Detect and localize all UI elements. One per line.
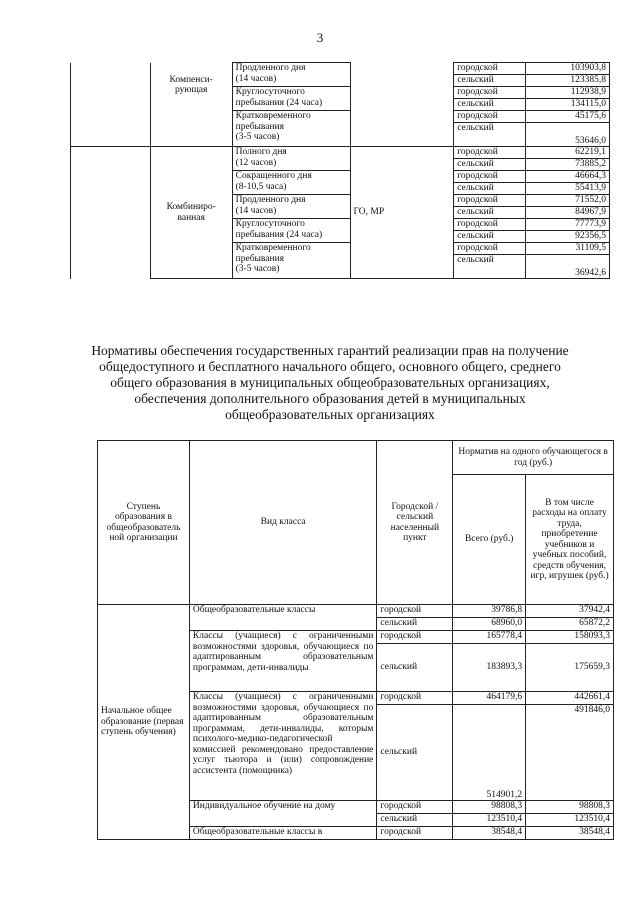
total-value: 98808,3: [453, 801, 526, 814]
locality: сельский: [454, 207, 526, 219]
locality: городской: [454, 219, 526, 231]
norm-value: 36942,6: [526, 255, 610, 279]
norm-value: 62219,1: [526, 147, 610, 159]
norm-value: 73885,2: [526, 159, 610, 171]
level-cell: [71, 63, 151, 147]
incl-value: 175659,3: [526, 644, 614, 692]
incl-value: 98808,3: [526, 801, 614, 814]
norm-value: 92356,5: [526, 231, 610, 243]
locality: сельский: [377, 618, 453, 631]
mode-label: Сокращенного дня (8-10,5 часа): [235, 171, 312, 192]
class-type-cell: Общеобразовательные классы: [189, 605, 376, 631]
locality: городской: [454, 171, 526, 183]
category-combined: Комбиниро- ванная: [166, 202, 216, 223]
norm-value: 112938,9: [526, 87, 610, 99]
mode-cell: [232, 171, 350, 195]
section-heading: Нормативы обеспечения государственных гарантий реализации прав на получение общедоступного и бесплатного начального общего, основного общего, среднего общего образования в муниципальных общеобразовательных организациях, обеспечения дополнительного образования детей в муниципальных общеобразовательных организациях: [91, 343, 569, 422]
incl-value: 491846,0: [526, 705, 614, 801]
territory-label: ГО, МР: [353, 207, 385, 218]
class-type-cell: Общеобразовательные классы в: [189, 827, 376, 840]
level-cell: [71, 147, 151, 279]
locality: городской: [454, 147, 526, 159]
header-class-type: Вид класса: [189, 441, 376, 605]
preschool-norms-table: [70, 62, 610, 279]
mode-cell: [232, 87, 350, 111]
locality: городской: [454, 195, 526, 207]
norm-value: 77773,9: [526, 219, 610, 231]
header-total: Всего (руб.): [453, 475, 526, 605]
total-value: 514901,2: [453, 705, 526, 801]
locality: городской: [377, 827, 453, 840]
mode-label: Кратковременного пребывания (3-5 часов): [235, 243, 311, 274]
locality: городской: [454, 87, 526, 99]
locality: городской: [377, 801, 453, 814]
incl-value: 123510,4: [526, 814, 614, 827]
total-value: 183893,3: [453, 644, 526, 692]
incl-value: 65872,2: [526, 618, 614, 631]
territory-cell: [350, 63, 454, 147]
total-value: 123510,4: [453, 814, 526, 827]
norm-value: 123385,8: [526, 75, 610, 87]
class-type-cell: Классы (учащиеся) с ограниченными возможностями здоровья, обучающиеся по адаптированным образовательным программам, дети-инвалиды, которым психолого-медико-педагогической комиссией рекомендовано предоставление услуг тьютора и (или) сопровождение ассистента (помощника): [189, 692, 376, 801]
locality: сельский: [377, 644, 453, 692]
class-type-cell: Индивидуальное обучение на дому: [189, 801, 376, 827]
locality: сельский: [454, 183, 526, 195]
header-incl: В том числе расходы на оплату труда, приобретение учебников и учебных пособий, средств обучения, игр, игрушек (руб.): [526, 475, 614, 605]
incl-value: 37942,4: [526, 605, 614, 618]
locality: сельский: [454, 159, 526, 171]
locality: городской: [377, 605, 453, 618]
incl-value: 442661,4: [526, 692, 614, 705]
mode-label: Круглосуточного пребывания (24 часа): [235, 219, 323, 240]
category-cell: [150, 147, 232, 279]
total-value: 165778,4: [453, 631, 526, 644]
mode-label: Круглосуточного пребывания (24 часа): [235, 87, 323, 108]
mode-label: Полного дня (12 часов): [235, 147, 287, 168]
locality: городской: [377, 692, 453, 705]
locality: сельский: [377, 814, 453, 827]
locality: городской: [454, 63, 526, 75]
locality: городской: [377, 631, 453, 644]
level-primary: Начальное общее образование (первая ступень обучения): [98, 605, 190, 840]
page-number: 3: [316, 30, 324, 45]
territory-cell: [350, 147, 454, 279]
header-locality: Городской / сельский населенный пункт: [377, 441, 453, 605]
mode-cell: [232, 63, 350, 87]
mode-label: Продленного дня (14 часов): [235, 195, 306, 216]
mode-cell: [232, 195, 350, 219]
total-value: 38548,4: [453, 827, 526, 840]
locality: городской: [454, 243, 526, 255]
locality: сельский: [454, 75, 526, 87]
total-value: 68960,0: [453, 618, 526, 631]
general-education-norms-table: [97, 440, 614, 840]
norm-value: 103903,8: [526, 63, 610, 75]
mode-cell: [232, 219, 350, 243]
norm-value: 46664,3: [526, 171, 610, 183]
locality: сельский: [454, 255, 526, 279]
norm-value: 45175,6: [526, 111, 610, 123]
locality: сельский: [454, 231, 526, 243]
norm-value: 55413,9: [526, 183, 610, 195]
locality: сельский: [377, 705, 453, 801]
norm-value: 31109,5: [526, 243, 610, 255]
norm-value: 71552,0: [526, 195, 610, 207]
mode-label: Продленного дня (14 часов): [235, 63, 306, 84]
locality: сельский: [454, 123, 526, 147]
total-value: 464179,6: [453, 692, 526, 705]
mode-cell: [232, 243, 350, 279]
norm-value: 134115,0: [526, 99, 610, 111]
locality: сельский: [454, 99, 526, 111]
norm-value: 84967,9: [526, 207, 610, 219]
locality: городской: [454, 111, 526, 123]
incl-value: 38548,4: [526, 827, 614, 840]
header-level: Ступень образования в общеобразователь ной организации: [98, 441, 190, 605]
class-type-cell: Классы (учащиеся) с ограниченными возможностями здоровья, обучающиеся по адаптированным образовательным программам, дети-инвалиды: [189, 631, 376, 692]
header-norm: Норматив на одного обучающегося в год (руб.): [453, 441, 614, 475]
mode-label: Кратковременного пребывания (3-5 часов): [235, 111, 311, 142]
mode-cell: [232, 147, 350, 171]
total-value: 39786,8: [453, 605, 526, 618]
mode-cell: [232, 111, 350, 147]
incl-value: 158093,3: [526, 631, 614, 644]
category-compensating: Компенси- рующая: [169, 74, 213, 95]
category-cell: [150, 63, 232, 147]
norm-value: 53646,0: [526, 123, 610, 147]
